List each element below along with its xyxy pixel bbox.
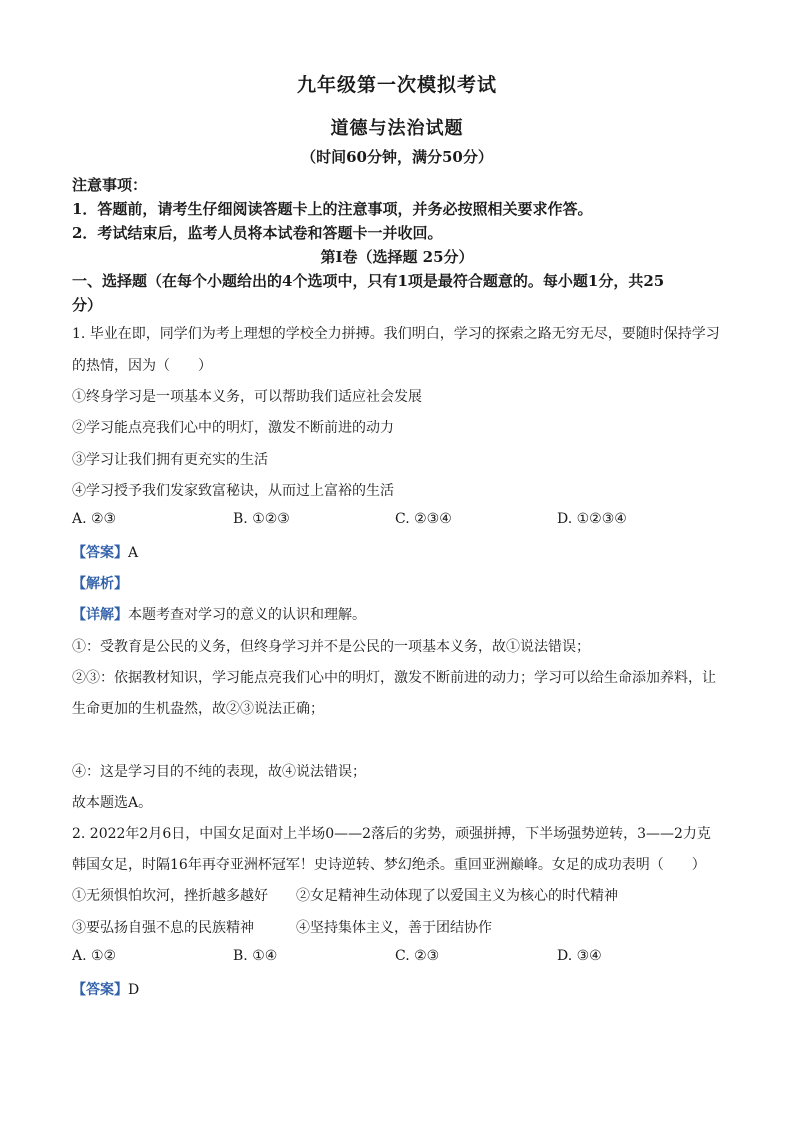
q2-statements-line-2: ③要弘扬自强不息的民族精神 ④坚持集体主义，善于团结协作 <box>72 920 492 936</box>
notes-heading: 注意事项： <box>72 176 148 194</box>
exam-title: 九年级第一次模拟考试 <box>296 74 497 96</box>
q1-option-a: A. ②③ <box>72 511 117 527</box>
q1-conclusion: 故本题选A。 <box>72 795 153 811</box>
q2-stem-line-1: 2. 2022年2月6日，中国女足面对上半场0——2落后的劣势，顽强拼搏，下半场强势逆转，3——2力克 <box>72 826 711 842</box>
q1-answer <box>72 542 138 562</box>
detail-tag: 【详解】 <box>72 607 128 623</box>
answer-tag: 【答案】 <box>72 982 128 998</box>
notes-item-2: 2．考试结束后，监考人员将本试卷和答题卡一并收回。 <box>72 224 443 242</box>
q1-explanation-2-line-2: 生命更加的生机盎然，故②③说法正确； <box>72 701 324 717</box>
q1-statement-3: ③学习让我们拥有更充实的生活 <box>72 452 268 468</box>
q2-statements-line-1: ①无须惧怕坎河，挫折越多越好 ②女足精神生动体现了以爱国主义为核心的时代精神 <box>72 888 618 904</box>
q1-analysis <box>72 573 128 593</box>
answer-value: A <box>128 545 139 561</box>
q1-detail <box>72 604 366 624</box>
answer-value: D <box>128 982 140 998</box>
detail-text: 本题考查对学习的意义的认识和理解。 <box>128 607 366 623</box>
q1-stem-line-2: 的热情，因为（ ） <box>72 358 212 374</box>
exam-subject: 道德与法治试题 <box>330 118 464 139</box>
section-title: 第Ⅰ卷（选择题 25分） <box>320 248 474 266</box>
q1-option-c: C. ②③④ <box>395 511 452 527</box>
exam-time-info: （时间60分钟，满分50分） <box>301 148 493 166</box>
notes-item-1: 1．答题前，请考生仔细阅读答题卡上的注意事项，并务必按照相关要求作答。 <box>72 200 593 218</box>
q1-stem-line-1: 1. 毕业在即，同学们为考上理想的学校全力拼搏。我们明白，学习的探索之路无穷无尽，要随时保持学习 <box>72 326 720 342</box>
q1-option-d: D. ①②③④ <box>557 511 627 527</box>
q1-explanation-2-line-1: ②③：依据教材知识，学习能点亮我们心中的明灯，激发不断前进的动力；学习可以给生命添加养料，让 <box>72 670 716 686</box>
q2-option-a: A. ①② <box>72 948 117 964</box>
q2-option-b: B. ①④ <box>233 948 278 964</box>
answer-tag: 【答案】 <box>72 545 128 561</box>
q2-option-c: C. ②③ <box>395 948 440 964</box>
q1-explanation-3: ④：这是学习目的不纯的表现，故④说法错误； <box>72 764 366 780</box>
q1-explanation-1: ①：受教育是公民的义务，但终身学习并不是公民的一项基本义务，故①说法错误； <box>72 639 590 655</box>
q2-option-d: D. ③④ <box>557 948 602 964</box>
q1-option-b: B. ①②③ <box>233 511 290 527</box>
section-instruction-line-2: 分） <box>72 296 103 314</box>
analysis-tag: 【解析】 <box>72 576 128 592</box>
q2-answer <box>72 979 139 999</box>
section-instruction-line-1: 一、选择题（在每个小题给出的4个选项中，只有1项是最符合题意的。每小题1分，共25 <box>72 272 665 290</box>
q1-statement-2: ②学习能点亮我们心中的明灯，激发不断前进的动力 <box>72 420 394 436</box>
q2-stem-line-2: 韩国女足，时隔16年再夺亚洲杯冠军！史诗逆转、梦幻绝杀。重回亚洲巅峰。女足的成功表明（ ） <box>72 857 706 873</box>
q1-statement-1: ①终身学习是一项基本义务，可以帮助我们适应社会发展 <box>72 389 422 405</box>
q1-statement-4: ④学习授予我们发家致富秘诀，从而过上富裕的生活 <box>72 483 394 499</box>
